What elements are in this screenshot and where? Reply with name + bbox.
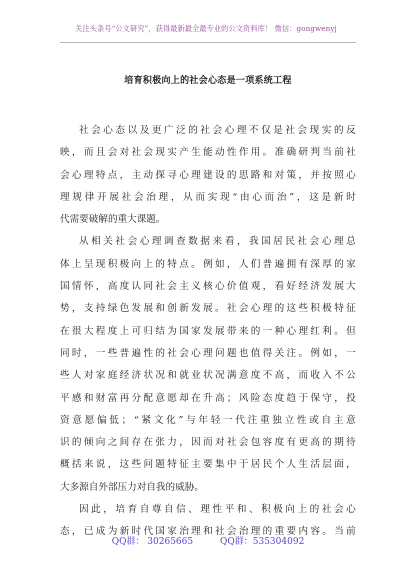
text-line: 因 此 ， 培 育 自 尊 自 信 、 理 性 平 和 、 积 极 向 上 的 社 会 心 [79,504,356,516]
footer-contacts [60,534,356,547]
top-notice: 关注头条号“公文研究”，获得最新最全最专业的公文资料库！ 微信：gongwenyj [75,24,337,33]
text-line: 大多源自外部压力对自我的威胁。 [60,481,204,493]
paragraph [60,120,356,231]
text-line: 会 心 理 特 点 ， 主 动 探 寻 心 理 建 设 的 思 路 和 对 策 ， 并 按 照 心 [60,169,356,181]
text-line: 态 ， 已 成 为 新 时 代 国 家 治 理 和 社 会 治 理 的 重 要 内 容 。 当 前 [60,526,356,538]
qq-group-1: QQ群： 30265665 [111,537,194,547]
text-line: 同 时 ， 一 些 普 遍 性 的 社 会 心 理 问 题 也 值 得 关 注 。 例 如 ， 一 [60,347,356,359]
text-line: 在 很 大 程 度 上 可 归 结 为 国 家 发 展 带 来 的 一 种 心 理 红 利 。 但 [60,325,356,337]
text-line: 体 上 呈 现 积 极 向 上 的 特 点 。 例 如 ， 人 们 普 遍 拥 有 深 厚 的 家 [60,258,356,270]
text-line: 映 ， 而 且 会 对 社 会 现 实 产 生 能 动 性 作 用 。 准 确 研 判 当 前 社 [60,147,356,159]
text-line: 社 会 心 态 以 及 更 广 泛 的 社 会 心 理 不 仅 是 社 会 现 实 的 反 [79,125,356,136]
text-line: 国 情 怀 ， 高 度 认 同 社 会 主 义 核 心 价 值 观 ， 看 好 经 济 发 展 大 [60,281,356,293]
text-line: 从 相 关 社 会 心 理 调 查 数 据 来 看 ， 我 国 居 民 社 会 心 理 总 [79,236,356,248]
text-line: 些 人 对 家 庭 经 济 状 况 和 就 业 状 况 满 意 度 不 高 ， 而 收 入 不 公 [60,370,356,382]
paragraph [60,231,356,499]
header-divider [60,42,356,43]
document-body [60,120,356,544]
text-line: 资 意 愿 偏 低 ； “ 紧 文 化 ” 与 年 轻 一 代 注 重 独 立 性 或 自 主 意 [60,414,356,426]
text-line: 识 的 倾 向 之 间 存 在 张 力 ， 因 而 对 社 会 包 容 度 有 更 高 的 期 待 [60,437,356,449]
text-line: 势 ， 支 持 绿 色 发 展 和 创 新 发 展 。 社 会 心 理 的 这 些 积 极 特 征 [60,303,356,315]
document-title: 培育积极向上的社会心态是一项系统工程 [124,76,292,86]
text-line: 代需要破解的重大课题。 [60,214,166,226]
qq-group-2: QQ群：535304092 [220,537,305,547]
text-line: 平 感 和 财 富 再 分 配 意 愿 却 在 升 高 ； 风 险 态 度 趋 于 保 守 ， 投 [60,392,356,404]
text-line: 理 规 律 开 展 社 会 治 理 ， 从 而 实 现 “ 由 心 而 治 ” ， 这 是 新 时 [60,191,356,203]
text-line: 概 括 来 说 ， 这 些 问 题 特 征 主 要 集 中 于 居 民 个 人 生 活 层 面 ， [60,459,356,471]
